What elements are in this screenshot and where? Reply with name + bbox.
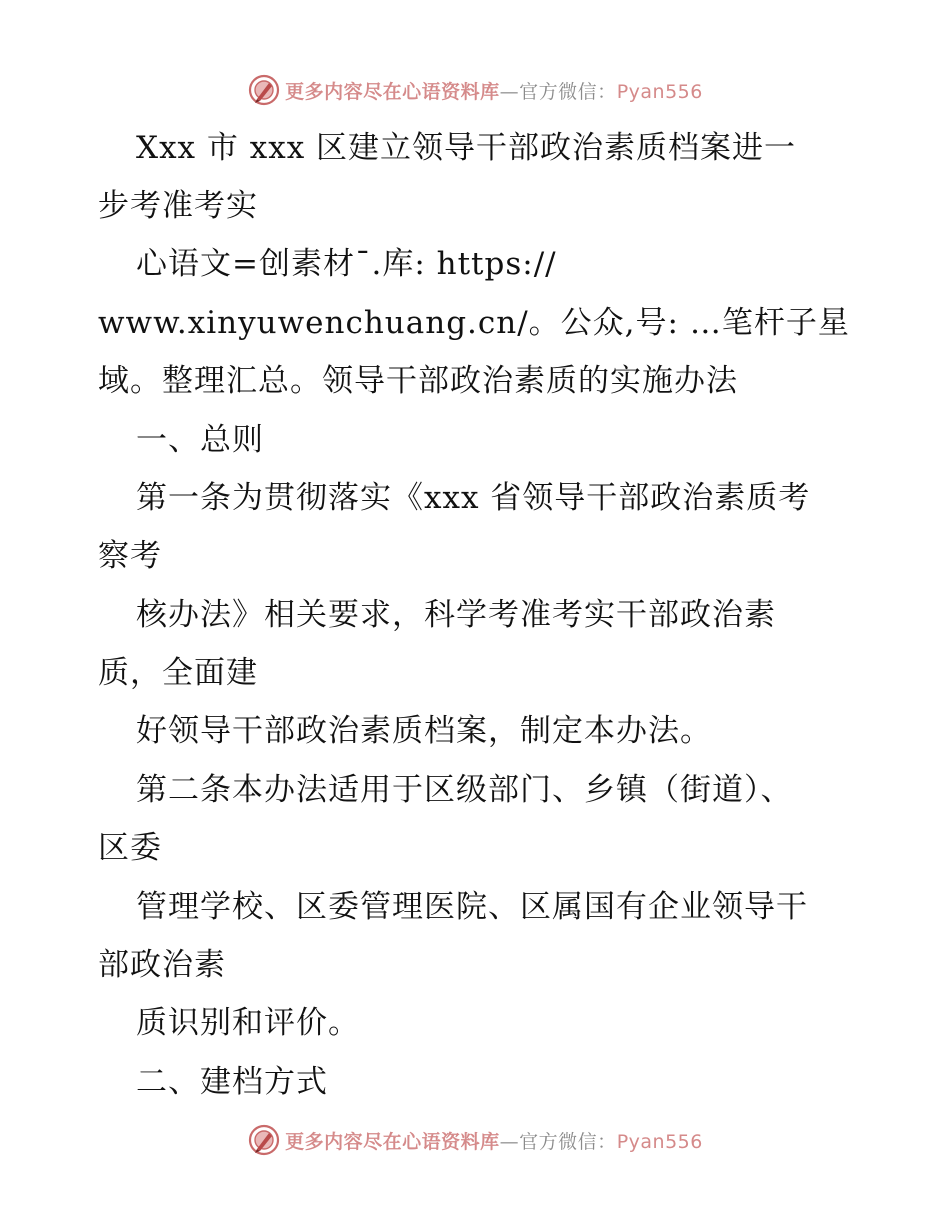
paragraph-line: 质，全面建 (98, 655, 258, 691)
watermark-main: 更多内容尽在心语资料库 (285, 1130, 500, 1153)
paragraph-line: 域。整理汇总。领导干部政治素质的实施办法 (98, 363, 738, 399)
watermark-main: 更多内容尽在心语资料库 (285, 80, 500, 103)
title-line-2: 步考准考实 (98, 188, 258, 224)
watermark-id: Pyan556 (616, 1130, 703, 1153)
watermark-sub: 官方微信： (519, 80, 617, 103)
paragraph-line: www.xinyuwenchuang.cn/。公众,号: …笔杆子星 (98, 305, 850, 341)
watermark-id: Pyan556 (616, 80, 703, 103)
paragraph-line: 心语文=创素材¯.库: https:// (136, 246, 557, 282)
paragraph-line: 管理学校、区委管理医院、区属国有企业领导干 (136, 889, 808, 925)
paragraph-line: 区委 (98, 830, 162, 866)
paragraph-line: 第一条为贯彻落实《xxx 省领导干部政治素质考 (136, 480, 811, 516)
paragraph-line: 第二条本办法适用于区级部门、乡镇（街道）、 (136, 772, 793, 808)
paragraph-line: 好领导干部政治素质档案，制定本办法。 (136, 713, 712, 749)
paragraph-line: 核办法》相关要求，科学考准考实干部政治素 (136, 597, 776, 633)
footer-watermark (0, 1120, 950, 1160)
paragraph-line: 部政治素 (98, 947, 226, 983)
watermark-dash: — (499, 1130, 520, 1153)
section-heading: 一、总则 (136, 422, 264, 458)
watermark-dash: — (499, 80, 520, 103)
section-heading: 二、建档方式 (136, 1064, 328, 1100)
paragraph-line: 质识别和评价。 (136, 1005, 360, 1041)
pen-logo-icon (247, 1123, 281, 1157)
watermark-text (285, 1127, 703, 1154)
paragraph-line: 察考 (98, 538, 162, 574)
watermark-sub: 官方微信： (519, 1130, 617, 1153)
title-line-1: Xxx 市 xxx 区建立领导干部政治素质档案进一 (136, 130, 797, 166)
